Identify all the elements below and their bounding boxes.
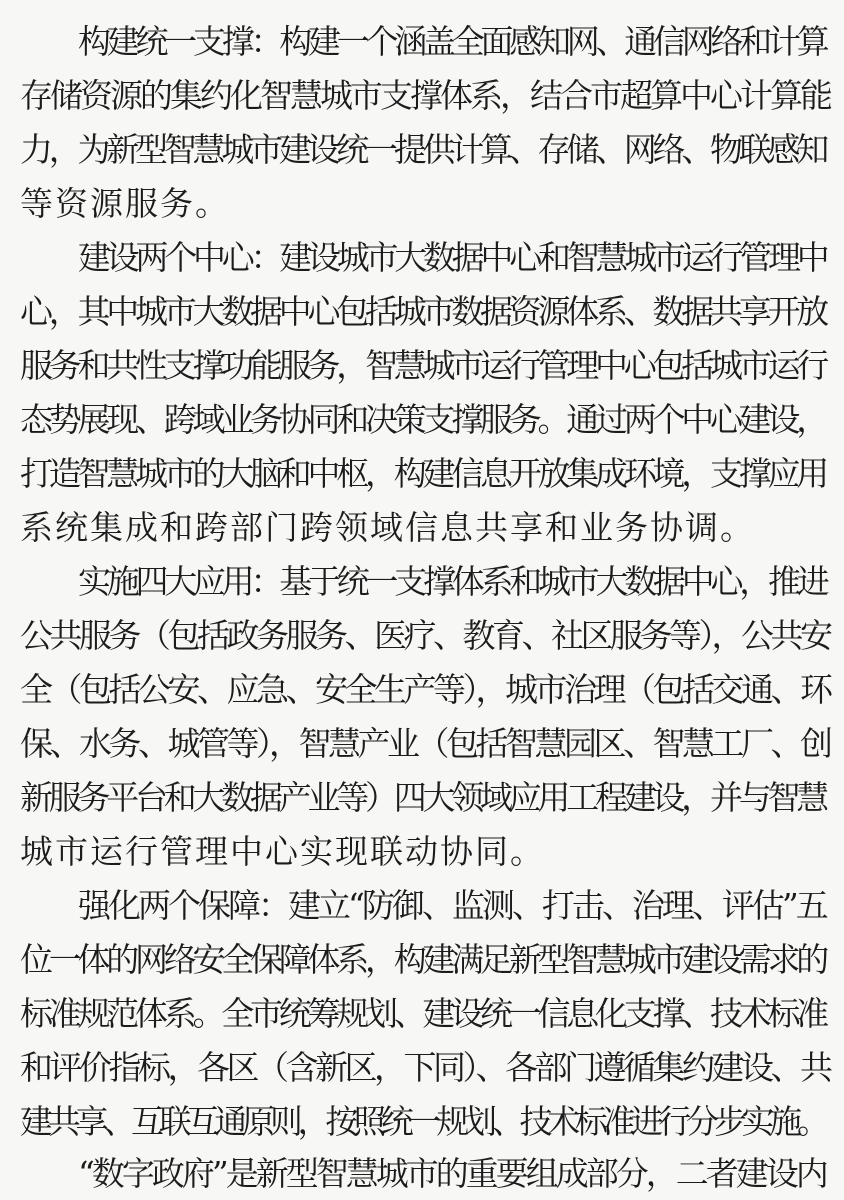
text-line: 和评价指标，各区（含新区，下同）、各部门遵循集约建设、共 [20,1048,830,1087]
text-line: 位一体的网络安全保障体系，构建满足新型智慧城市建设需求的 [20,940,825,979]
text-line: 心，其中城市大数据中心包括城市数据资源体系、数据共享开放 [20,292,825,331]
text-line: 实施四大应用：基于统一支撑体系和城市大数据中心，推进 [78,562,826,601]
text-line: 服务和共性支撑功能服务，智慧城市运行管理中心包括城市运行 [20,346,825,385]
text-line: 建设两个中心：建设城市大数据中心和智慧城市运行管理中 [78,238,826,277]
text-line: 等资源服务。 [20,184,230,223]
text-line: 保、水务、城管等），智慧产业（包括智慧园区、智慧工厂、创 [20,724,830,763]
text-line: 全（包括公安、应急、安全生产等），城市治理（包括交通、环 [20,670,830,709]
text-line: 城市运行管理中心实现联动协同。 [20,832,545,871]
text-line: “数字政府”是新型智慧城市的重要组成部分，二者建设内 [78,1154,826,1193]
text-line: 构建统一支撑：构建一个涵盖全面感知网、通信网络和计算 [78,22,826,61]
text-line: 打造智慧城市的大脑和中枢，构建信息开放集成环境，支撑应用 [20,454,825,493]
text-line: 标准规范体系。全市统筹规划、建设统一信息化支撑、技术标准 [20,994,825,1033]
text-line: 建共享、互联互通原则，按照统一规划、技术标准进行分步实施。 [20,1102,825,1141]
text-line: 强化两个保障：建立“防御、监测、打击、治理、评估”五 [78,886,826,925]
text-line: 态势展现、跨域业务协同和决策支撑服务。通过两个中心建设， [20,400,825,439]
text-line: 公共服务（包括政务服务、医疗、教育、社区服务等），公共安 [20,616,830,655]
text-line: 存储资源的集约化智慧城市支撑体系，结合市超算中心计算能 [20,76,830,115]
text-line: 力，为新型智慧城市建设统一提供计算、存储、网络、物联感知 [20,130,825,169]
text-line: 新服务平台和大数据产业等）四大领域应用工程建设，并与智慧 [20,778,825,817]
text-line: 系统集成和跨部门跨领域信息共享和业务协调。 [20,508,755,547]
